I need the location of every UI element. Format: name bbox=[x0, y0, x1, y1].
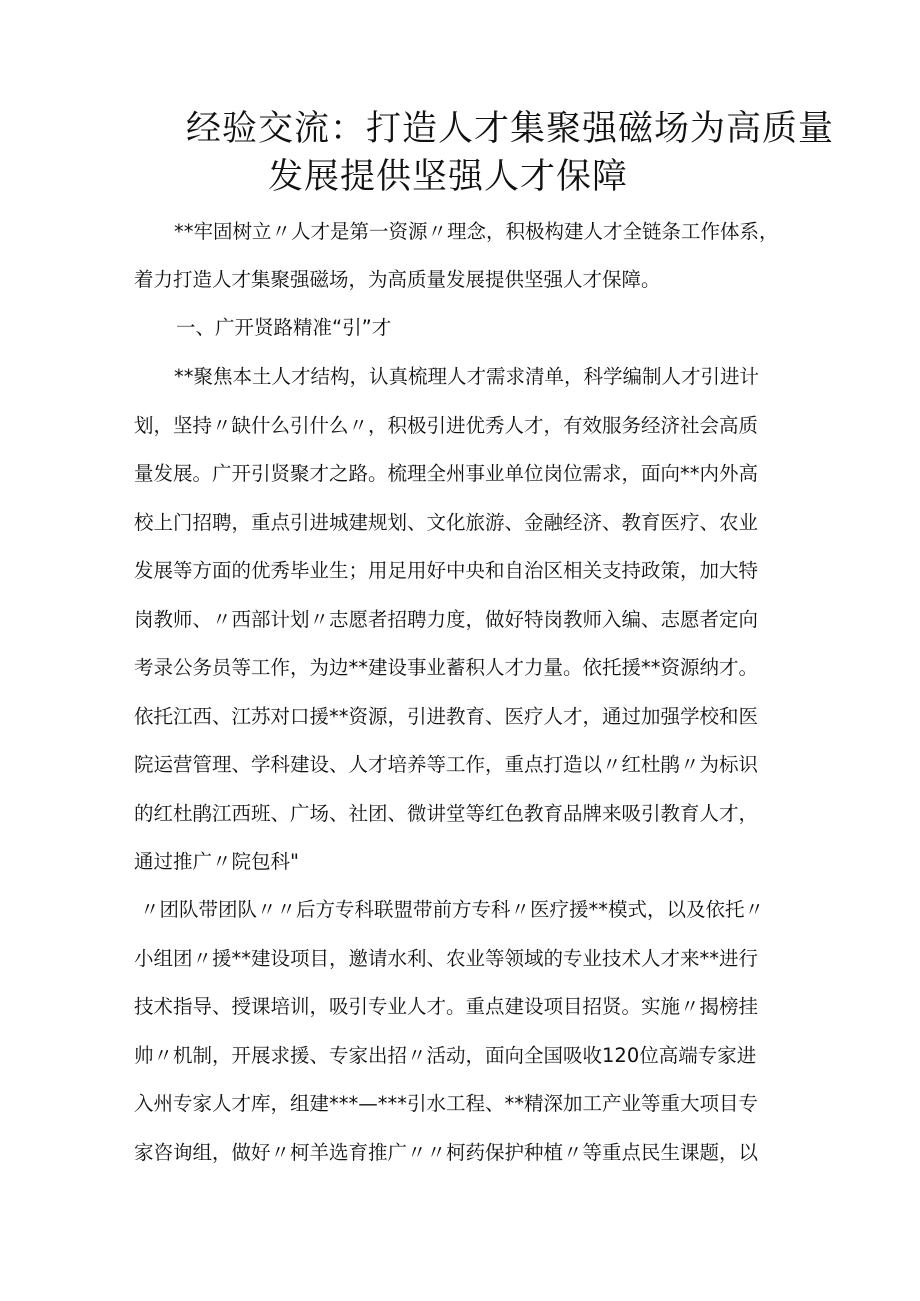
paragraph-line: 技术指导、授课培训，吸引专业人才。重点建设项目招贤。实施〃揭榜挂 bbox=[134, 995, 759, 1018]
paragraph-line: 院运营管理、学科建设、人才培养等工作，重点打造以〃红杜鹃〃为标识 bbox=[134, 753, 759, 776]
document-title-line-2: 发展提供坚强人才保障 bbox=[268, 157, 629, 197]
document-title-line-1: 经验交流：打造人才集聚强磁场为高质量 bbox=[186, 109, 835, 149]
paragraph-line: 入州专家人才库，组建***—***引水工程、**精深加工产业等重大项目专 bbox=[134, 1092, 759, 1115]
paragraph-line: 〃团队带团队〃〃后方专科联盟带前方专科〃医疗援**模式，以及依托〃 bbox=[140, 898, 765, 921]
paragraph-line: 通过推广〃院包科" bbox=[134, 850, 299, 873]
paragraph-line: 校上门招聘，重点引进城建规划、文化旅游、金融经济、教育医疗、农业 bbox=[134, 511, 759, 534]
paragraph-line: 小组团〃援**建设项目，邀请水利、农业等领域的专业技术人才来**进行 bbox=[134, 947, 759, 970]
paragraph-line: 量发展。广开引贤聚才之路。梳理全州事业单位岗位需求，面向**内外高 bbox=[134, 462, 759, 485]
paragraph-line: 的红杜鹃江西班、广场、社团、微讲堂等红色教育品牌来吸引教育人才， bbox=[134, 802, 759, 825]
section-heading: 一、广开贤路精准“引”才 bbox=[176, 316, 392, 339]
paragraph-line: 发展等方面的优秀毕业生；用足用好中央和自治区相关支持政策，加大特 bbox=[134, 559, 759, 582]
paragraph-line: 岗教师、〃西部计划〃志愿者招聘力度，做好特岗教师入编、志愿者定向 bbox=[134, 608, 759, 631]
paragraph-line: 帅〃机制，开展求援、专家出招〃活动，面向全国吸收120位高端专家进 bbox=[134, 1044, 757, 1067]
paragraph-line: 家咨询组，做好〃柯羊选育推广〃〃柯药保护种植〃等重点民生课题，以 bbox=[134, 1141, 759, 1164]
paragraph-line: 着力打造人才集聚强磁场，为高质量发展提供坚强人才保障。 bbox=[134, 268, 661, 291]
paragraph-line: **牢固树立〃人才是第一资源〃理念，积极构建人才全链条工作体系， bbox=[174, 220, 779, 243]
paragraph-line: 依托江西、江苏对口援**资源，引进教育、医疗人才，通过加强学校和医 bbox=[134, 705, 759, 728]
paragraph-line: **聚焦本土人才结构，认真梳理人才需求清单，科学编制人才引进计 bbox=[174, 365, 760, 388]
paragraph-line: 划，坚持〃缺什么引什么〃，积极引进优秀人才，有效服务经济社会高质 bbox=[134, 414, 759, 437]
paragraph-line: 考录公务员等工作，为边**建设事业蓄积人才力量。依托援**资源纳才。 bbox=[134, 656, 759, 679]
